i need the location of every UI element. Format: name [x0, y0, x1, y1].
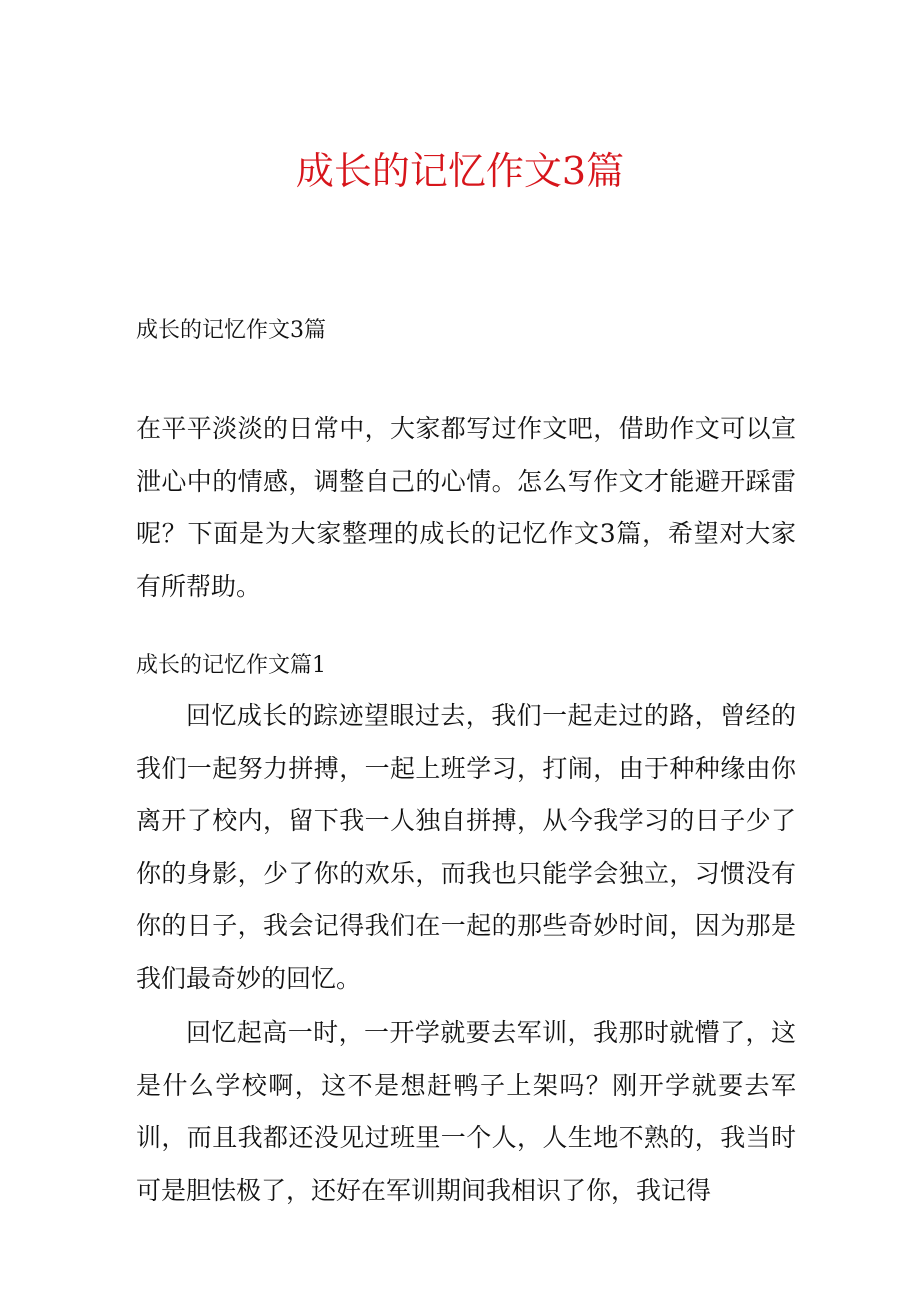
body-paragraph-2: 回忆起高一时，一开学就要去军训，我那时就懵了，这是什么学校啊，这不是想赶鸭子上架吗？刚开学就要去军训，而且我都还没见过班里一个人，人生地不熟的，我当时可是胆怯极了，还好在军训期间我相识了你，我记得 [136, 1018, 796, 1205]
document-subtitle: 成长的记忆作文3篇 [136, 318, 326, 343]
section-heading: 成长的记忆作文篇1 [136, 653, 326, 678]
intro-paragraph: 在平平淡淡的日常中，大家都写过作文吧，借助作文可以宣泄心中的情感，调整自己的心情。怎么写作文才能避开踩雷呢？下面是为大家整理的成长的记忆作文3篇，希望对大家有所帮助。 [136, 414, 796, 601]
body-paragraph-1: 回忆成长的踪迹望眼过去，我们一起走过的路，曾经的我们一起努力拼搏，一起上班学习，打闹，由于种种缘由你离开了校内，留下我一人独自拼搏，从今我学习的日子少了你的身影，少了你的欢乐，而我也只能学会独立，习惯没有你的日子，我会记得我们在一起的那些奇妙时间，因为那是我们最奇妙的回忆。 [136, 701, 796, 993]
document-title: 成长的记忆作文3篇 [295, 149, 625, 193]
